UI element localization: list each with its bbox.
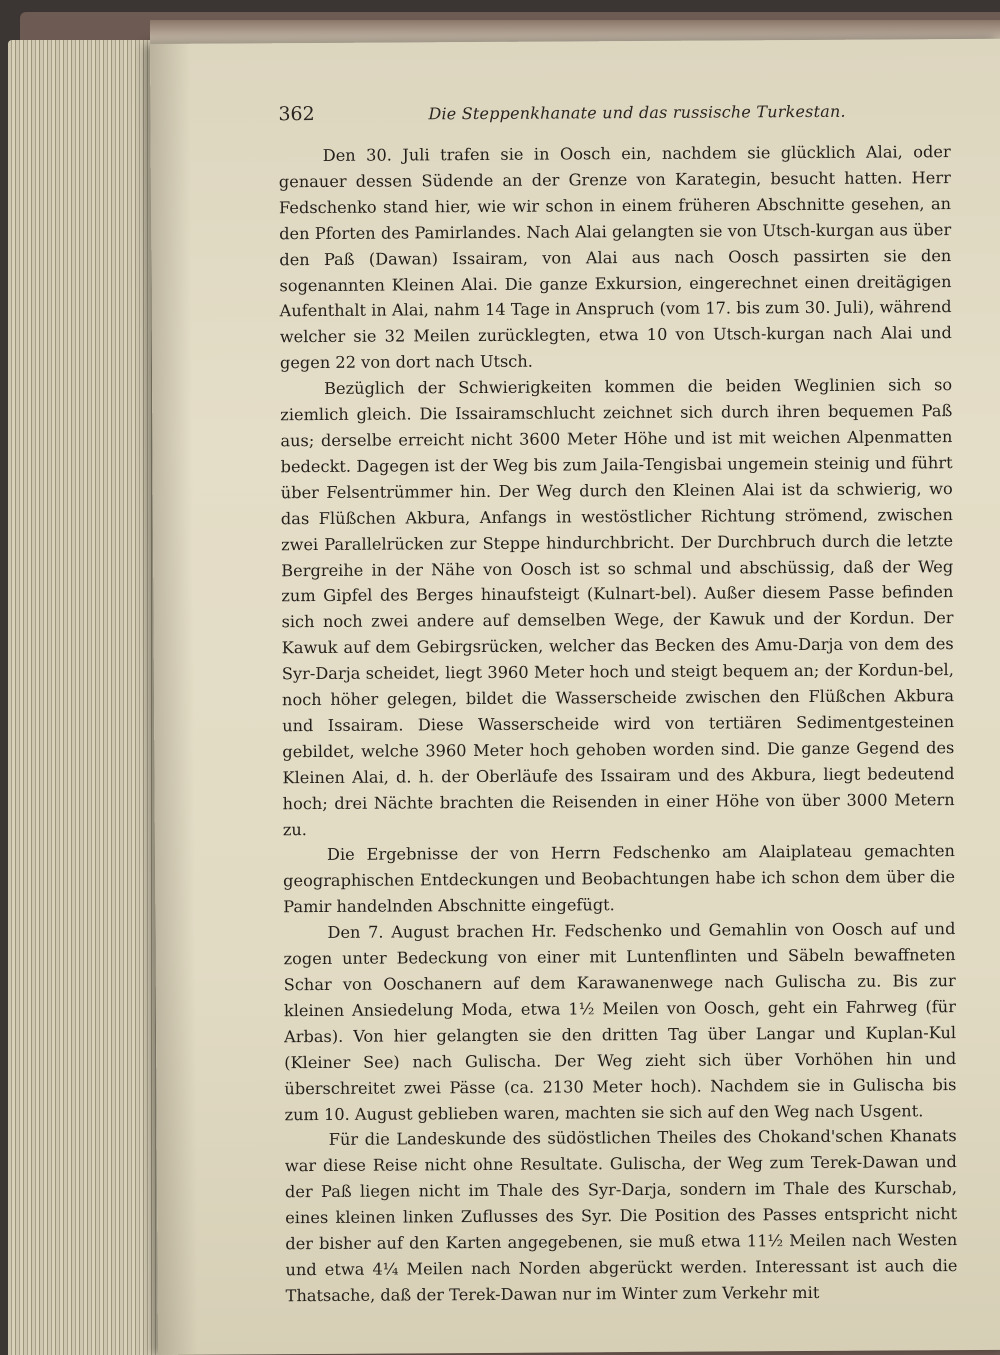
paragraph-1: Den 30. Juli trafen sie in Oosch ein, nachdem sie glücklich Alai, oder genauer dessen Südende an der Grenze von Karategin, besucht hatten. Herr Fedschenko stand hier, wie wir schon in einem früheren Abschnitte gesehen, an den Pforten des Pamirlandes. Nach Alai gelangten sie von Utsch-kurgan aus über den Paß (Dawan) Issairam, von Alai aus nach Oosch passirten sie den sogenannten Kleinen Alai. Die ganze Exkursion, eingerechnet einen dreitägigen Aufenthalt in Alai, nahm 14 Tage in Anspruch (vom 17. bis zum 30. Juli), während welcher sie 32 Meilen zurücklegten, etwa 10 von Utsch-kurgan nach Alai und gegen 22 von dort nach Utsch. [278, 142, 952, 373]
paragraph-5: Für die Landeskunde des südöstlichen Theiles des Chokand'schen Khanats war diese Reise nicht ohne Resultate. Gulischa, der Weg zum Terek-Dawan und der Paß liegen nicht im Thale des Syr-Darja, sondern im Thale des Kurschab, eines kleinen linken Zuflusses des Syr. Die Position des Passes entspricht nicht der bisher auf den Karten angegebenen, sie muß etwa 11½ Meilen nach Westen und etwa 4¼ Meilen nach Norden abgerückt werden. Interessant ist auch die Thatsache, daß der Terek-Dawan nur im Winter zum Verkehr mit [284, 1126, 958, 1306]
paragraph-2: Bezüglich der Schwierigkeiten kommen die beiden Weglinien sich so ziemlich gleich. Die Issairamschlucht zeichnet sich durch ihren bequemen Paß aus; derselbe erreicht nicht 3600 Meter Höhe und ist mit weichen Alpenmatten bedeckt. Dagegen ist der Weg bis zum Jaila-Tengisbai ungemein steinig und führt über Felsentrümmer hin. Der Weg durch den Kleinen Alai ist da schwierig, wo das Flüßchen Akbura, Anfangs in westöstlicher Richtung strömend, zwischen zwei Parallelrücken zur Steppe hindurchbricht. Der Durchbruch durch die letzte Bergreihe in der Nähe von Oosch ist so schmal und abschüssig, daß der Weg zum Gipfel des Berges hinaufsteigt (Kulnart-bel). Außer diesem Passe befinden sich noch zwei andere auf demselben Wege, der Kawuk und der Kordun. Der Kawuk auf dem Gebirgsrücken, welcher das Becken des Amu-Darja von dem des Syr-Darja scheidet, liegt 3960 Meter hoch und steigt bequem an; der Kordun-bel, noch höher gelegen, bildet die Wasserscheide zwischen den Flüßchen Akbura und Issairam. Diese Wasserscheide wird von tertiären Sedimentgesteinen gebildet, welche 3960 Meter hoch gehoben worden sind. Die ganze Gegend des Kleinen Alai, d. h. der Oberläufe des Issairam und des Akbura, liegt bedeutend hoch; drei Nächte brachten die Reisenden in einer Höhe von über 3000 Metern zu. [280, 375, 955, 839]
spine-shadow [150, 44, 198, 1355]
book-page [150, 39, 1000, 1355]
page-number: 362 [278, 102, 315, 126]
running-title: Die Steppenkhanate und das russische Turkestan. [428, 101, 846, 124]
body-text [279, 139, 958, 1309]
running-head [278, 99, 958, 133]
paragraph-4: Den 7. August brachen Hr. Fedschenko und Gemahlin von Oosch auf und zogen unter Bedeckung von einer mit Luntenflinten und Säbeln bewaffneten Schar von Ooschanern auf dem Karawanenwege nach Gulischa zu. Bis zur kleinen Ansiedelung Moda, etwa 1½ Meilen von Oosch, geht ein Fahrweg (für Arbas). Von hier gelangten sie den dritten Tag über Langar und Kuplan-Kul (Kleiner See) nach Gulischa. Der Weg zieht sich über Vorhöhen hin und überschreitet zwei Pässe (ca. 2130 Meter hoch). Nachdem sie in Gulischa bis zum 10. August geblieben waren, machten sie sich auf den Weg nach Usgent. [283, 919, 957, 1124]
paragraph-3: Die Ergebnisse der von Herrn Fedschenko am Alaiplateau gemachten geographischen Entdeckungen und Beobachtungen habe ich schon dem über die Pamir handelnden Abschnitte eingefügt. [283, 841, 956, 917]
